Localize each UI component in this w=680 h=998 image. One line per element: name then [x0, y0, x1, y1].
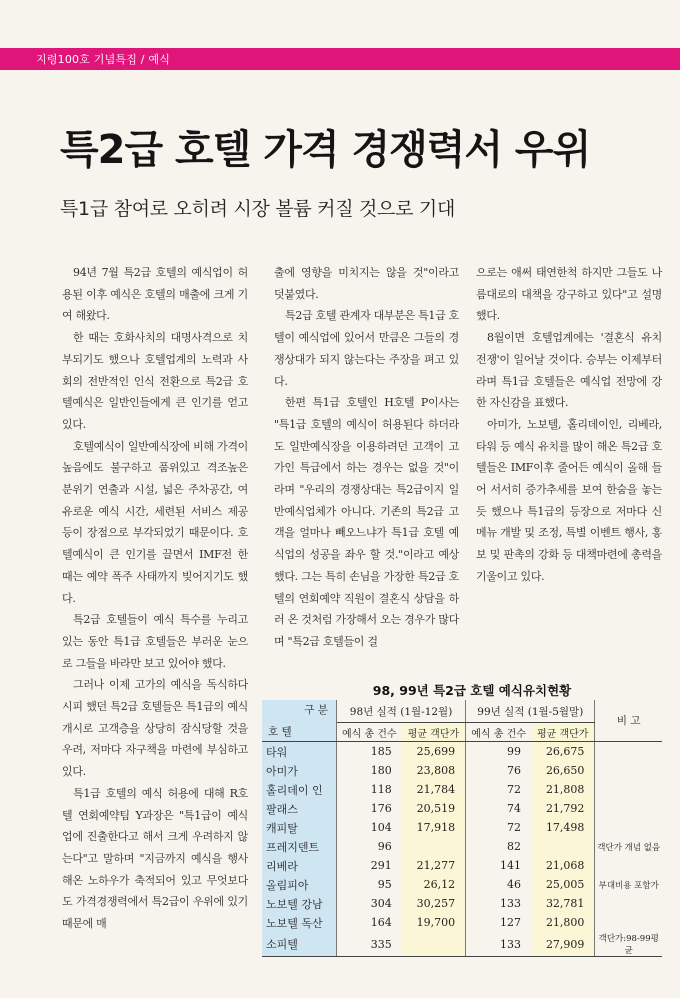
avg-99-cell: 26,650: [531, 761, 595, 780]
remark-cell: [595, 742, 662, 762]
subheader-count-98: 예식 총 건수: [336, 723, 401, 742]
group-header-99: 99년 실적 (1월-5월말): [466, 700, 595, 723]
count-99-cell: 46: [506, 878, 521, 891]
subheader-avg-98: 평균 객단가: [402, 723, 466, 742]
table-title: 98, 99년 특2급 호텔 예식유치현황: [372, 683, 572, 698]
table-body: [262, 742, 662, 957]
count-99-cell: 99: [506, 745, 521, 758]
section-header-bar: [0, 48, 680, 70]
count-99-cell: 127: [499, 916, 521, 929]
count-99-cell: 72: [506, 821, 521, 834]
count-98-cell: 335: [336, 932, 401, 957]
table-header-row: [262, 700, 662, 723]
remark-cell: [595, 894, 662, 913]
table-row: [262, 818, 662, 837]
corner-top-label: 구 분: [304, 704, 328, 716]
table-row: [262, 799, 662, 818]
article-subtitle: 특1급 참여로 오히려 시장 볼륨 커질 것으로 기대: [60, 198, 455, 220]
avg-99-cell: 21,068: [531, 856, 595, 875]
count-99-cell: 133: [466, 932, 531, 957]
remark-cell: 객단가:98-99평균: [595, 932, 662, 957]
count-98-cell: 176: [370, 802, 392, 815]
paragraph: 그러나 이제 고가의 예식을 독식하다시피 했던 특2급 호텔들은 특1급의 예식개시로 고객층을 상당히 잠식당할 것을 우려, 저마다 자구책을 마련에 부심하고 있다.: [62, 678, 248, 779]
count-98-cell: 185: [370, 745, 392, 758]
article-column-2: [274, 262, 459, 653]
count-98-cell: 96: [377, 840, 392, 853]
hotel-cell: 소피텔: [262, 932, 336, 957]
avg-99-cell: 21,800: [531, 913, 595, 932]
table-row: [262, 761, 662, 780]
paragraph: 아미가, 노보텔, 홀리데이인, 리베라, 타워 등 예식 유치를 많이 해온 특2급 호텔들은 IMF이후 줄어든 예식이 올해 들어 서서히 증가추세를 보여 한숨을 놓는 듯 했으나 특1급의 등장으로 저마다 신메뉴 개발 및 조정, 특별 이벤트 행사, 홍보 및 판촉의 강화 등 대책마련에 총력을 기울이고 있다.: [476, 417, 662, 583]
count-98-cell: 304: [370, 897, 392, 910]
remark-cell: [595, 799, 662, 818]
avg-99-cell: 32,781: [531, 894, 595, 913]
hotel-cell: 타워: [262, 742, 336, 762]
remark-cell: [595, 780, 662, 799]
avg-98-cell: 21,784: [402, 780, 466, 799]
count-98-cell: 118: [370, 783, 392, 796]
avg-99-cell: [531, 837, 595, 856]
remark-cell: 부대비용 포함가: [598, 880, 659, 891]
remark-header: 비 고: [595, 700, 662, 742]
hotel-cell: 리베라: [262, 856, 336, 875]
table-corner-header: [262, 700, 336, 742]
article-column-1: [62, 262, 248, 935]
paragraph: 특2급 호텔 관계자 대부분은 특1급 호텔이 예식업에 있어서 만큼은 그들의 경쟁상대가 되지 않는다는 주장을 펴고 있다.: [274, 309, 459, 388]
avg-99-cell: 17,498: [531, 818, 595, 837]
table-row: [262, 932, 662, 957]
avg-99-cell: 21,808: [531, 780, 595, 799]
table-row: [262, 837, 662, 856]
remark-cell: [595, 818, 662, 837]
hotel-cell: 노보텔 독산: [262, 913, 336, 932]
article-column-3: [476, 262, 662, 588]
remark-cell: 객단가 개념 없음: [597, 842, 661, 853]
paragraph: 호텔예식이 일반예식장에 비해 가격이 높음에도 불구하고 품위있고 격조높은 분위기 연출과 시설, 넓은 주차공간, 여유로운 예식 시간, 세련된 서비스 제공 등이 장점으로 부각되었기 때문이다. 호텔예식이 큰 인기를 끌면서 IMF전 한 때는 예약 폭주 사태까지 빚어지기도 했다.: [62, 439, 248, 605]
hotel-cell: 프레지덴트: [262, 837, 336, 856]
count-99-cell: 72: [506, 783, 521, 796]
avg-98-cell: 30,257: [402, 894, 466, 913]
count-98-cell: 95: [377, 878, 392, 891]
wedding-stats-table: [262, 700, 662, 957]
count-99-cell: 74: [506, 802, 521, 815]
paragraph: 으로는 애써 태연한척 하지만 그들도 나름대로의 대책을 강구하고 있다"고 설명했다.: [476, 266, 662, 323]
paragraph: 특1급 호텔의 예식 허용에 대해 R호텔 연회예약팀 Y과장은 "특1급이 예식업에 진출한다고 해서 크게 우려하지 않는다"고 말하며 "지금까지 예식을 행사해온 노하우가 축적되어 있고 무엇보다도 가격경쟁력에서 특2급이 우위에 있기 때문에 매: [62, 786, 248, 931]
count-99-cell: 141: [499, 859, 521, 872]
table-row: [262, 913, 662, 932]
count-99-cell: 82: [506, 840, 521, 853]
avg-99-cell: 25,005: [531, 875, 595, 894]
remark-cell: [595, 913, 662, 932]
subheader-avg-99: 평균 객단가: [531, 723, 595, 742]
table-row: [262, 856, 662, 875]
subheader-count-99: 예식 총 건수: [466, 723, 531, 742]
avg-98-cell: 21,277: [402, 856, 466, 875]
hotel-cell: 홀리데이 인: [262, 780, 336, 799]
paragraph: 8월이면 호텔업계에는 '결혼식 유치 전쟁'이 일어날 것이다. 승부는 이제부터라며 특1급 호텔들은 예식업 전망에 강한 자신감을 표했다.: [476, 331, 662, 410]
avg-99-cell: 21,792: [531, 799, 595, 818]
hotel-cell: 아미가: [262, 761, 336, 780]
table-row: [262, 875, 662, 894]
avg-99-cell: 26,675: [531, 742, 595, 762]
paragraph: 94년 7월 특2급 호텔의 예식업이 허용된 이후 예식은 호텔의 매출에 크게 기여 해왔다.: [62, 266, 248, 323]
count-98-cell: 180: [370, 764, 392, 777]
avg-98-cell: 19,700: [402, 913, 466, 932]
corner-bottom-label: 호 텔: [268, 726, 292, 738]
hotel-cell: 팔래스: [262, 799, 336, 818]
table-row: [262, 894, 662, 913]
table-row: [262, 780, 662, 799]
count-98-cell: 164: [370, 916, 392, 929]
avg-98-cell: 17,918: [402, 818, 466, 837]
paragraph: 한 때는 호화사치의 대명사격으로 치부되기도 했으나 호텔업계의 노력과 사회의 전반적인 인식 전환으로 특2급 호텔예식은 일반인들에게 큰 인기를 얻고있다.: [62, 331, 248, 431]
count-99-cell: 133: [499, 897, 521, 910]
table-row: [262, 742, 662, 762]
group-header-98: 98년 실적 (1월-12월): [336, 700, 465, 723]
article-title: 특2급 호텔 가격 경쟁력서 우위: [60, 127, 591, 173]
hotel-cell: 올림피아: [262, 875, 336, 894]
paragraph: 한편 특1급 호텔인 H호텔 P이사는 "특1급 호텔의 예식이 허용된다 하더라도 일반예식장을 이용하려던 고객이 고가인 특급에서 하는 경우는 없을 것"이라며 "우리의 경쟁상대는 특2급이지 일반예식업체가 아니다. 기존의 특2급 고객을 얼마나 빼오느냐가 특1급 호텔 예식업의 성공을 좌우 할 것."이라고 예상했다. 그는 특히 손님을 가장한 특2급 호텔의 연회예약 직원이 결혼식 상담을 하러 온 것처럼 가장해서 오는 경우가 많다며 "특2급 호텔들이 걸: [274, 396, 459, 648]
paragraph: 출에 영향을 미치지는 않을 것"이라고 덧붙였다.: [274, 266, 459, 301]
count-99-cell: 76: [506, 764, 521, 777]
section-label: 지령100호 기념특집 / 예식: [36, 53, 171, 66]
hotel-cell: 노보텔 강남: [262, 894, 336, 913]
paragraph: 특2급 호텔들이 예식 특수를 누리고 있는 동안 특1급 호텔들은 부러운 눈으로 그들을 바라만 보고 있어야 했다.: [62, 613, 248, 670]
hotel-cell: 캐피탈: [262, 818, 336, 837]
avg-98-cell: 26,12: [402, 875, 466, 894]
remark-cell: [595, 856, 662, 875]
count-98-cell: 291: [370, 859, 392, 872]
remark-cell: [595, 761, 662, 780]
count-98-cell: 104: [370, 821, 392, 834]
avg-98-cell: 25,699: [402, 742, 466, 762]
avg-98-cell: [402, 837, 466, 856]
avg-99-cell: 27,909: [531, 932, 595, 957]
avg-98-cell: 20,519: [402, 799, 466, 818]
avg-98-cell: 23,808: [402, 761, 466, 780]
avg-98-cell: [402, 932, 466, 957]
